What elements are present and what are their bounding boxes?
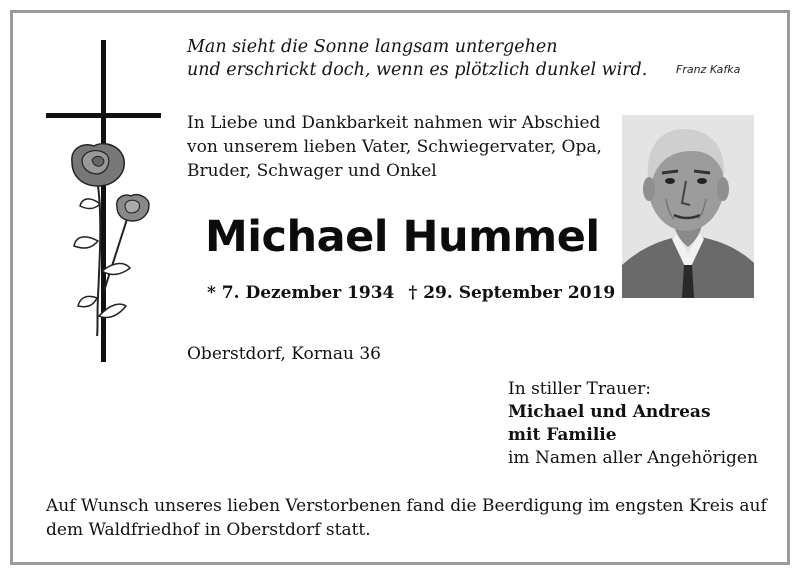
mourners-family: mit Familie [508, 425, 617, 445]
birth-date: * 7. Dezember 1934 [207, 283, 395, 303]
mourners-closing: im Namen aller Angehörigen [508, 448, 758, 468]
portrait-photo [622, 115, 754, 298]
deceased-name: Michael Hummel [205, 212, 600, 262]
address: Oberstdorf, Kornau 36 [187, 344, 381, 364]
mourners-heading: In stiller Trauer: [508, 379, 651, 399]
intro-line-1: In Liebe und Dankbarkeit nahmen wir Abschied [187, 113, 601, 133]
quote-line-1: Man sieht die Sonne langsam untergehen [187, 37, 558, 57]
intro-line-2: von unserem lieben Vater, Schwiegervater, Opa, [187, 137, 602, 157]
intro-line-3: Bruder, Schwager und Onkel [187, 161, 437, 181]
footer-line-1: Auf Wunsch unseres lieben Verstorbenen fand die Beerdigung im engsten Kreis auf [46, 496, 767, 516]
cross-with-roses-icon [40, 36, 170, 368]
footer-line-2: dem Waldfriedhof in Oberstdorf statt. [46, 520, 371, 540]
mourners-block [508, 378, 758, 470]
quote-author: Franz Kafka [676, 63, 741, 76]
footer-text [46, 494, 767, 542]
life-dates [207, 283, 615, 303]
death-date: † 29. September 2019 [408, 283, 616, 303]
intro-text [187, 111, 617, 183]
quote [187, 36, 648, 82]
quote-line-2: und erschrickt doch, wenn es plötzlich dunkel wird. [187, 60, 648, 80]
mourners-names: Michael und Andreas [508, 402, 711, 422]
